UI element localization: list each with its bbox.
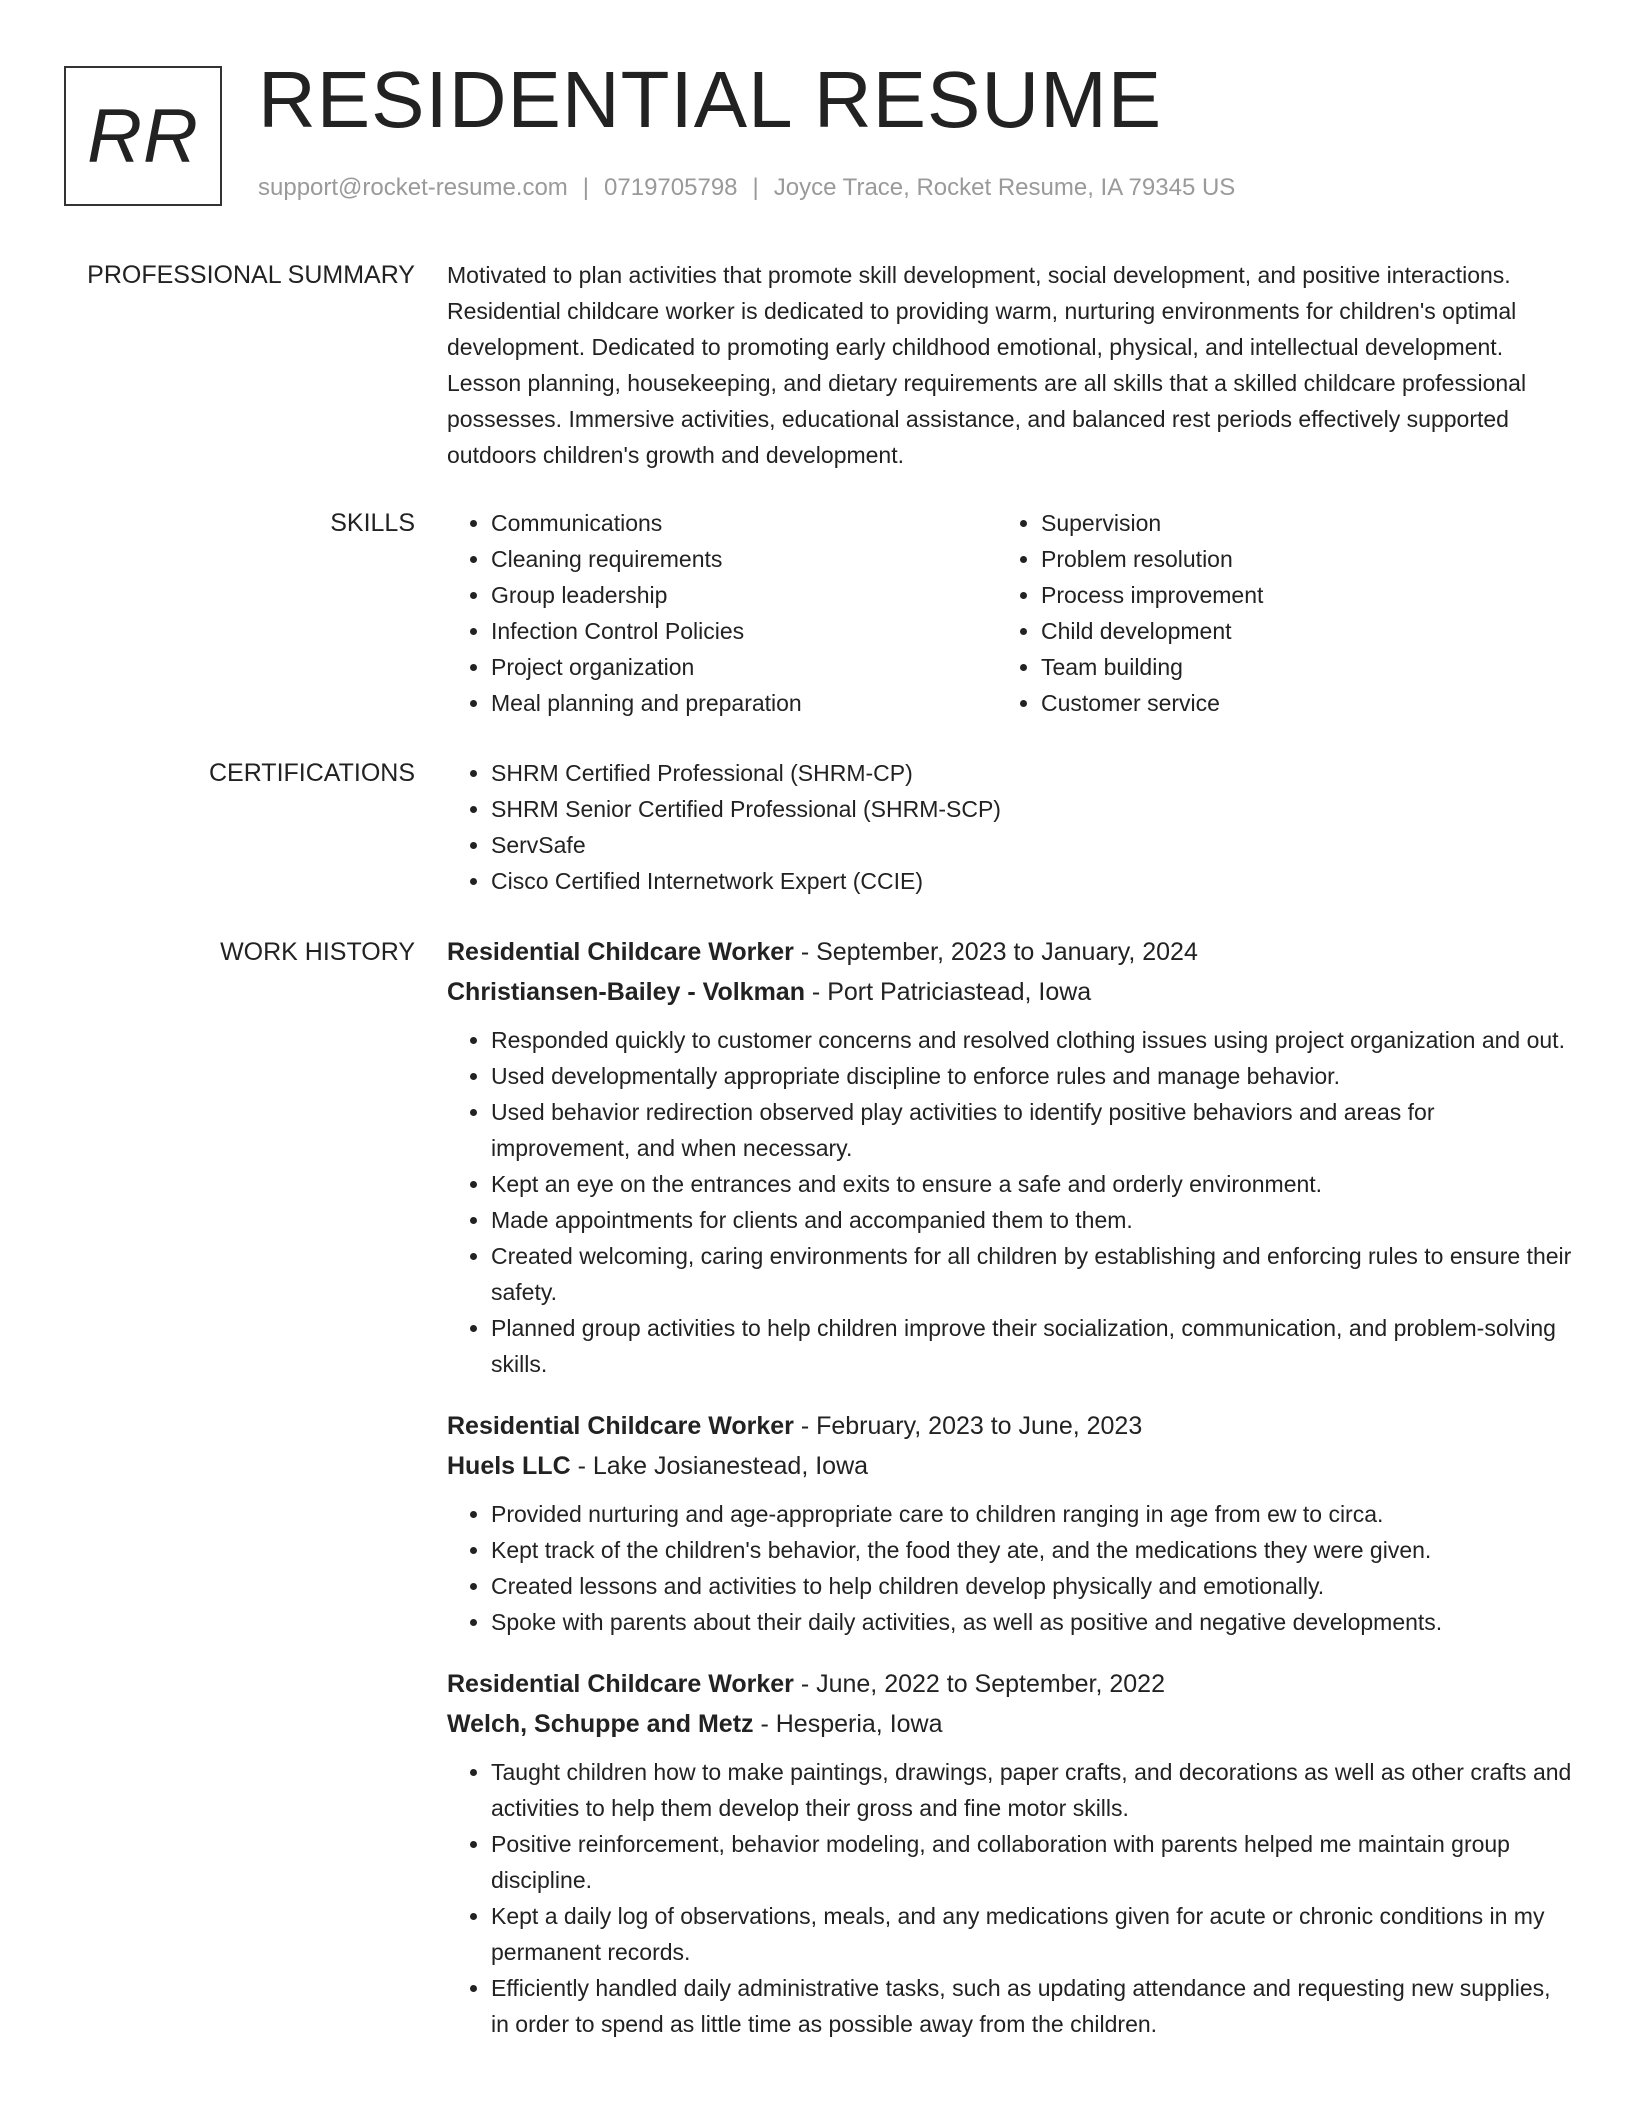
skill-item: • Customer service — [1041, 685, 1547, 721]
job-duty-item: • Spoke with parents about their daily activities, as well as positive and negative developments. — [491, 1604, 1572, 1640]
certification-item: • ServSafe — [491, 827, 1572, 863]
skills-grid — [447, 505, 1572, 721]
job-duty-item: • Created welcoming, caring environments for all children by establishing and enforcing rules to ensure their safety. — [491, 1238, 1572, 1310]
certifications-body — [447, 755, 1572, 899]
contact-address: Joyce Trace, Rocket Resume, IA 79345 US — [773, 174, 1236, 201]
skill-item: • Group leadership — [491, 577, 997, 613]
job-company-line — [447, 1704, 1572, 1744]
skill-item: • Cleaning requirements — [491, 541, 997, 577]
certification-item: • Cisco Certified Internetwork Expert (CCIE) — [491, 863, 1572, 899]
summary-text: Motivated to plan activities that promote skill development, social development, and positive interactions. Residential childcare worker is dedicated to providing warm, nurturing environments for children's optimal development. Dedicated to promoting early childhood emotional, physical, and intellectual development. Lesson planning, housekeeping, and dietary requirements are all skills that a skilled childcare professional possesses. Immersive activities, educational assistance, and balanced rest periods effectively supported outdoors children's growth and development. — [447, 262, 1527, 468]
job-title: Residential Childcare Worker — [447, 938, 794, 966]
skill-item: • Meal planning and preparation — [491, 685, 997, 721]
summary-body — [447, 257, 1572, 473]
job-company: Huels LLC — [447, 1452, 571, 1480]
job-duty-item: • Responded quickly to customer concerns and resolved clothing issues using project organization and out. — [491, 1022, 1572, 1058]
job-duty-item: • Kept a daily log of observations, meals, and any medications given for acute or chronic conditions in my permanent records. — [491, 1898, 1572, 1970]
contact-separator: | — [752, 174, 759, 201]
job-duties-list — [447, 1022, 1572, 1382]
job-duty-item: • Provided nurturing and age-appropriate care to children ranging in age from ew to circa. — [491, 1496, 1572, 1532]
contact-email: support@rocket-resume.com — [258, 174, 568, 201]
job-duty-item: • Used behavior redirection observed play activities to identify positive behaviors and areas for improvement, and when necessary. — [491, 1094, 1572, 1166]
job-dates: - February, 2023 to June, 2023 — [793, 1412, 1143, 1440]
skill-item: • Problem resolution — [1041, 541, 1547, 577]
skill-item: • Project organization — [491, 649, 997, 685]
job-duty-item: • Kept an eye on the entrances and exits to ensure a safe and orderly environment. — [491, 1166, 1572, 1202]
job-duty-item: • Kept track of the children's behavior, the food they ate, and the medications they were given. — [491, 1532, 1572, 1568]
job-duty-item: • Used developmentally appropriate discipline to enforce rules and manage behavior. — [491, 1058, 1572, 1094]
job-location: - Hesperia, Iowa — [753, 1710, 943, 1738]
job-title: Residential Childcare Worker — [447, 1412, 794, 1440]
job-company-line — [447, 972, 1572, 1012]
job-title-line — [447, 1406, 1572, 1446]
certifications-list — [447, 755, 1572, 899]
contact-phone: 0719705798 — [604, 174, 738, 201]
skills-list-right — [997, 505, 1547, 721]
job-company-line — [447, 1446, 1572, 1486]
job-dates: - September, 2023 to January, 2024 — [793, 938, 1198, 966]
skill-item: • Supervision — [1041, 505, 1547, 541]
job-company: Welch, Schuppe and Metz — [447, 1710, 754, 1738]
skill-item: • Team building — [1041, 649, 1547, 685]
job-duty-item: • Planned group activities to help children improve their socialization, communication, and problem-solving skills. — [491, 1310, 1572, 1382]
skills-body — [447, 505, 1572, 721]
skill-item: • Process improvement — [1041, 577, 1547, 613]
skill-item: • Communications — [491, 505, 997, 541]
job-entry — [447, 1664, 1572, 2042]
job-entry — [447, 932, 1572, 1382]
job-title: Residential Childcare Worker — [447, 1670, 794, 1698]
resume-title: RESIDENTIAL RESUME — [258, 55, 1163, 144]
monogram-initials: RR — [87, 93, 199, 179]
job-title-line — [447, 1664, 1572, 1704]
job-duty-item: • Created lessons and activities to help children develop physically and emotionally. — [491, 1568, 1572, 1604]
job-title-line — [447, 932, 1572, 972]
job-entry — [447, 1406, 1572, 1640]
job-duty-item: • Taught children how to make paintings, drawings, paper crafts, and decorations as well as other crafts and activities to help them develop their gross and fine motor skills. — [491, 1754, 1572, 1826]
job-location: - Port Patriciastead, Iowa — [804, 978, 1092, 1006]
monogram-box — [64, 66, 222, 206]
certification-item: • SHRM Senior Certified Professional (SHRM-SCP) — [491, 791, 1572, 827]
skills-heading: SKILLS — [330, 509, 415, 537]
summary-heading: PROFESSIONAL SUMMARY — [87, 261, 415, 289]
job-location: - Lake Josianestead, Iowa — [570, 1452, 869, 1480]
contact-line — [258, 174, 1235, 202]
certification-item: • SHRM Certified Professional (SHRM-CP) — [491, 755, 1572, 791]
work-history-body — [447, 932, 1572, 2066]
job-duty-item: • Positive reinforcement, behavior modeling, and collaboration with parents helped me maintain group discipline. — [491, 1826, 1572, 1898]
certifications-heading: CERTIFICATIONS — [208, 759, 415, 787]
job-duty-item: • Efficiently handled daily administrative tasks, such as updating attendance and requesting new supplies, in order to spend as little time as possible away from the children. — [491, 1970, 1572, 2042]
work-history-heading: WORK HISTORY — [220, 938, 415, 966]
skills-list-left — [447, 505, 997, 721]
job-duties-list — [447, 1496, 1572, 1640]
job-duty-item: • Made appointments for clients and accompanied them to them. — [491, 1202, 1572, 1238]
contact-separator: | — [582, 174, 590, 201]
job-dates: - June, 2022 to September, 2022 — [793, 1670, 1165, 1698]
skill-item: • Infection Control Policies — [491, 613, 997, 649]
job-company: Christiansen-Bailey - Volkman — [447, 978, 805, 1006]
job-duties-list — [447, 1754, 1572, 2042]
skill-item: • Child development — [1041, 613, 1547, 649]
